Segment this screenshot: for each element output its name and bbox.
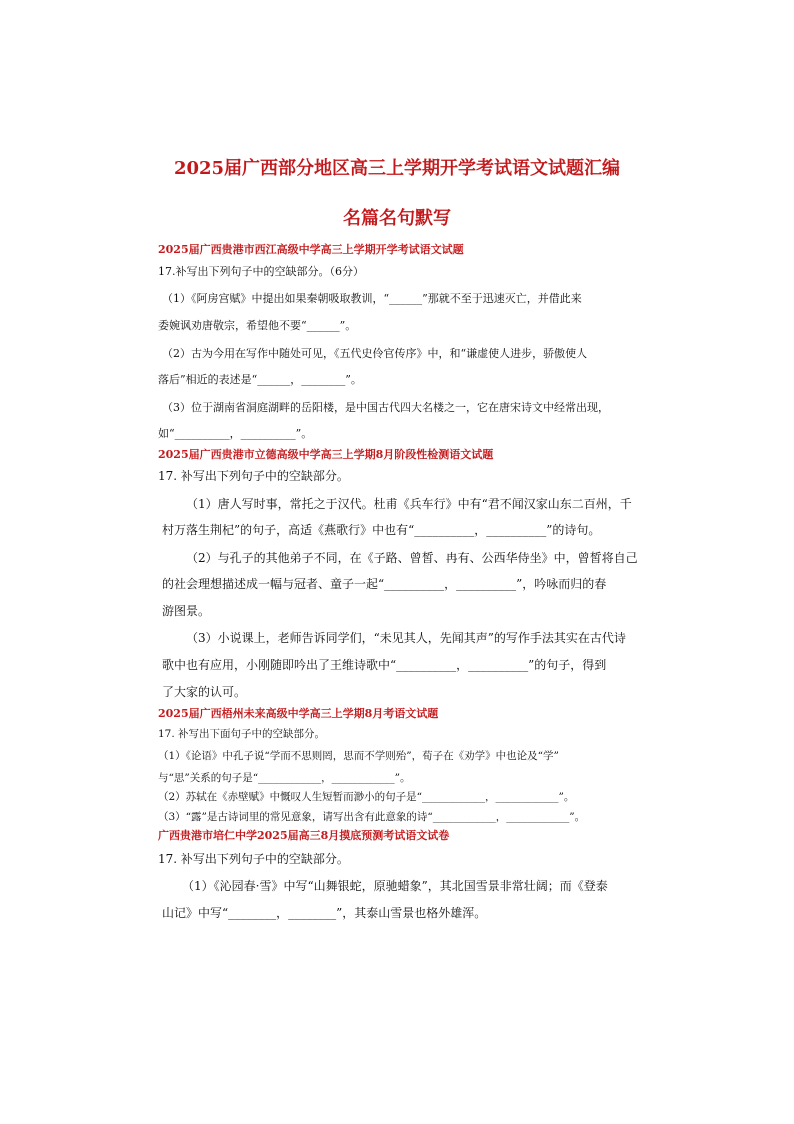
question-line: 委婉讽劝唐敬宗，希望他不要“______”。 [158,319,357,332]
question-line: （3）“露”是古诗词里的常见意象，请写出含有此意象的诗“____________，____________”。 [158,811,586,823]
section-heading: 广西贵港市培仁中学2025届高三8月摸底预测考试语文试卷 [158,829,450,842]
question-line: （1）《阿房宫赋》中提出如果秦朝吸取教训，“______”那就不至于迅速灭亡，并借此来 [162,292,582,305]
question-line: 如“__________，__________”。 [158,427,313,440]
question-line: 落后”相近的表述是“______，________”。 [158,373,362,386]
question-line: 歌中也有应用，小刚随即吟出了王维诗歌中“__________，__________”的句子，得到 [162,658,607,672]
section-heading: 2025届广西贵港市立德高级中学高三上学期8月阶段性检测语文试题 [158,448,494,461]
question-stem: 17. 补写出下列句子中的空缺部分。 [158,469,349,483]
question-line: （3）位于湖南省洞庭湖畔的岳阳楼，是中国古代四大名楼之一，它在唐宋诗文中经常出现， [162,401,609,414]
question-line: 游图景。 [162,604,211,618]
question-line: （2）与孔子的其他弟子不同，在《子路、曾皙、冉有、公西华侍坐》中，曾皙将自己 [186,551,638,565]
document-title: 2025届广西部分地区高三上学期开学考试语文试题汇编 [173,158,621,179]
question-line: 山记》中写“________，________”，其泰山雪景也格外雄浑。 [162,906,487,920]
section-heading: 2025届广西贵港市西江高级中学高三上学期开学考试语文试题 [158,243,464,256]
question-line: 的社会理想描述成一幅与冠者、童子一起“__________，__________”，吟咏而归的春 [162,577,607,591]
document-subtitle: 名篇名句默写 [343,208,451,229]
question-line: 了大家的认可。 [162,685,247,699]
question-line: 与“思”关系的句子是“____________，____________”。 [158,772,411,784]
question-line: （2）古为今用在写作中随处可见，《五代史伶官传序》中，和“谦虚使人进步，骄傲使人 [162,347,588,360]
section-heading: 2025届广西梧州未来高级中学高三上学期8月考语文试题 [158,707,439,720]
question-line: （2）苏轼在《赤壁赋》中慨叹人生短暂而渺小的句子是“____________，____________”。 [158,791,575,803]
question-stem: 17.补写出下列句子中的空缺部分。（6分） [158,265,364,278]
question-stem: 17. 补写出下面句子中的空缺部分。 [158,728,326,740]
question-stem: 17. 补写出下列句子中的空缺部分。 [158,852,349,866]
question-line: 村万落生荆杞”的句子，高适《燕歌行》中也有“__________，__________”的诗句。 [162,523,601,537]
question-line: （1）《沁园春·雪》中写“山舞银蛇，原驰蜡象”，其北国雪景非常壮阔；而《登泰 [182,879,608,893]
question-line: （1）唐人写时事，常托之于汉代。杜甫《兵车行》中有“君不闻汉家山东二百州，千 [186,497,632,511]
question-line: （3）小说课上，老师告诉同学们，“未见其人，先闻其声”的写作手法其实在古代诗 [186,631,626,645]
question-line: （1）《论语》中孔子说“学而不思则罔，思而不学则殆”，荀子在《劝学》中也论及“学” [158,750,559,762]
